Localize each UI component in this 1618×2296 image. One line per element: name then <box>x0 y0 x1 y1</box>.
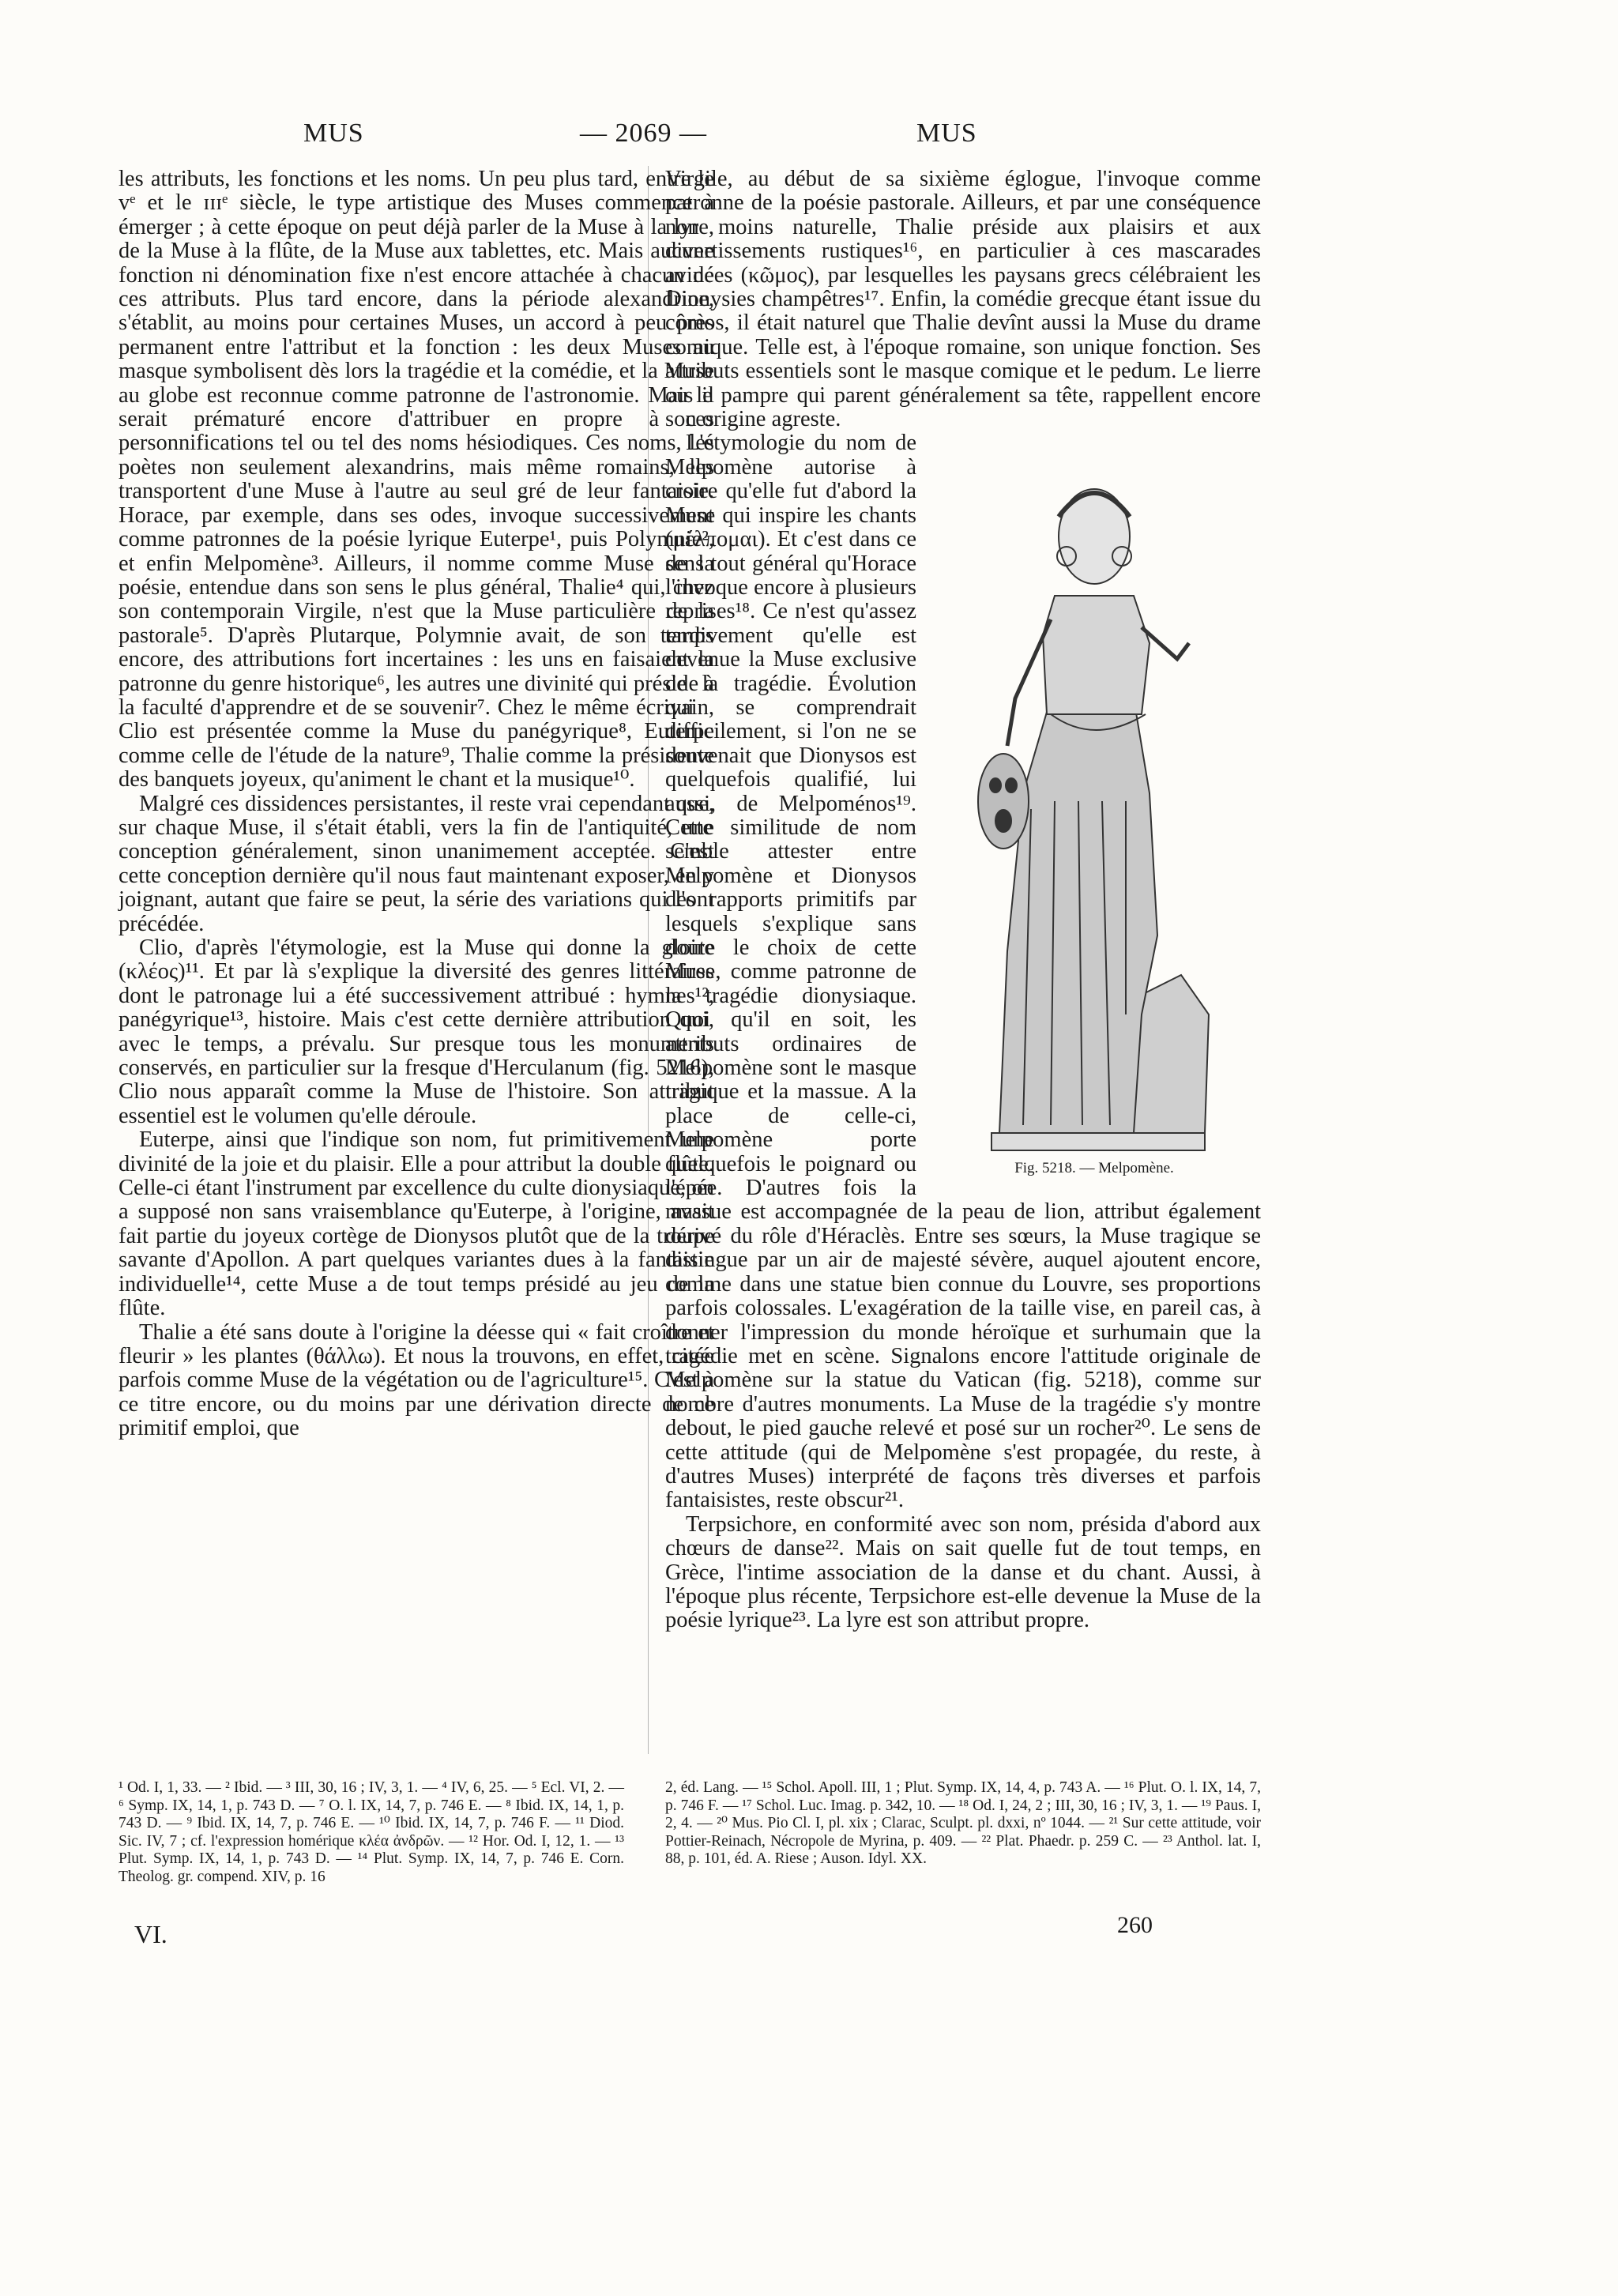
right-column <box>665 167 1261 1633</box>
footnote-text: 2, éd. Lang. — ¹⁵ Schol. Apoll. III, 1 ; Plut. Symp. IX, 14, 4, p. 743 A. — ¹⁶ Plut. O. l. IX, 14, 7, p. 746 F. — ¹⁷ Schol. Luc. Imag. p. 342, 10. — ¹⁸ Od. I, 24, 2 ; III, 30, 16 ; IV, 3, 1. — ¹⁹ Paus. I, 2, 4. — ²⁰ Mus. Pio Cl. I, pl. xix ; Clarac, Sculpt. pl. dxxi, nº 1044. — ²¹ Sur cette attitude, voir Pottier-Reinach, Nécropole de Myrina, p. 409. — ²² Plat. Phaedr. p. 259 C. — ²³ Anthol. lat. I, 88, p. 101, éd. A. Riese ; Auson. Idyl. XX. <box>665 1779 1261 1867</box>
paragraph: Euterpe, ainsi que l'indique son nom, fut primitivement une divinité de la joie et du plaisir. Elle a pour attribut la double flûte. Celle-ci étant l'instrument par excellence du culte dionysiaque, on a supposé non sans vraisemblance qu'Euterpe, à l'origine, avait fait partie du joyeux cortège de Dionysos plutôt que de la troupe savante d'Apollon. A part quelques variantes dues à la fantaisie individuelle¹⁴, cette Muse a de tout temps présidé au jeu de la flûte. <box>119 1127 714 1321</box>
paragraph: L'étymologie du nom de Melpomène autorise à croire qu'elle fut d'abord la Muse qui inspire les chants (μέλπομαι). Et c'est dans ce sens tout général qu'Horace l'invoque encore à plusieurs reprises¹⁸. Ce n'est qu'assez tardivement qu'elle est devenue la Muse exclusive de la tragédie. Évolution qui se comprendrait difficilement, si l'on ne se souvenait que Dionysos est quelquefois qualifié, lui aussi, de Melpoménos¹⁹. Cette similitude de nom semble attester entre Melpomène et Dionysos des rapports primitifs par lesquels s'explique sans doute le choix de cette Muse, comme patronne de la tragédie dionysiaque. Quoi qu'il en soit, les attributs ordinaires de Melpomène sont le masque tragique et la massue. A la place de celle-ci, Melpomène porte quelquefois le poignard ou l'épée. D'autres fois la massue est accompagnée de la peau de lion, attribut également dérivé du rôle d'Héraclès. Entre ses sœurs, la Muse tragique se distingue par un air de majesté sévère, auquel ajoutent encore, comme dans une statue bien connue du Louvre, ses proportions parfois colossales. L'exagération de la taille vise, en pareil cas, à donner l'impression du monde héroïque et surhumain que la tragédie met en scène. Signalons encore l'attitude originale de Melpomène sur la statue du Vatican (fig. 5218), comme sur nombre d'autres monuments. La Muse de la tragédie s'y montre debout, le pied gauche relevé et posé sur un rocher²⁰. Le sens de cette attitude (qui de Melpomène s'est propagée, du reste, à d'autres Muses) interprété de façons très diverses et parfois fantaisistes, reste obscur²¹. <box>665 431 1261 1513</box>
volume-number: VI. <box>134 1920 167 1948</box>
footnote-text: ¹ Od. I, 1, 33. — ² Ibid. — ³ III, 30, 16 ; IV, 3, 1. — ⁴ IV, 6, 25. — ⁵ Ecl. VI, 2. — ⁶ Symp. IX, 14, 1, p. 743 D. — ⁷ O. l. IX, 14, 7, p. 746 E. — ⁸ Ibid. IX, 14, 1, p. 743 D. — ⁹ Ibid. IX, 14, 7, p. 746 E. — ¹⁰ Ibid. IX, 14, 7, p. 746 F. — ¹¹ Diod. Sic. IV, 7 ; cf. l'expression homérique κλέα ἀνδρῶν. — ¹² Hor. Od. I, 12, 1. — ¹³ Plut. Symp. IX, 14, 1, p. 743 D. — ¹⁴ Plut. Symp. IX, 14, 7, p. 746 E. Corn. Theolog. gr. compend. XIV, p. 16 <box>119 1779 624 1885</box>
paragraph: Clio, d'après l'étymologie, est la Muse qui donne la gloire (κλέος)¹¹. Et par là s'explique la diversité des genres littéraires dont le patronage lui a été successivement attribué : hymnes¹², panégyrique¹³, histoire. Mais c'est cette dernière attribution qui, avec le temps, a prévalu. Sur presque tous les monuments conservés, en particulier sur la fresque d'Herculanum (fig. 5216), Clio nous apparaît comme la Muse de l'histoire. Son attribut essentiel est le volumen qu'elle déroule. <box>119 935 714 1128</box>
melpomene-statue-illustration <box>976 461 1213 1157</box>
footnotes-right <box>665 1779 1261 1869</box>
figure-melpomene <box>928 438 1261 1180</box>
paragraph: les attributs, les fonctions et les noms. Un peu plus tard, entre le vᵉ et le ɪɪɪᵉ siècle, le type artistique des Muses commence à émerger ; à cette époque on peut déjà parler de la Muse à la lyre, de la Muse à la flûte, de la Muse aux tablettes, etc. Mais aucune fonction ni dénomination fixe n'est encore attachée à chacun de ces attributs. Plus tard encore, dans la période alexandrine, s'établit, au moins pour certaines Muses, un accord à peu près permanent entre l'attribut et la fonction : les deux Muses au masque symbolisent dès lors la tragédie et la comédie, et la Muse au globe est reconnue comme patronne de l'astronomie. Mais il serait prématuré encore d'attribuer en propre à ces personnifications tel ou tel des noms hésiodiques. Ces noms, les poètes non seulement alexandrins, mais même romains, les transportent d'une Muse à l'autre au seul gré de leur fantaisie. Horace, par exemple, dans ses odes, invoque successivement comme patronnes de la poésie lyrique Euterpe¹, puis Polymnie², et enfin Melpomène³. Ailleurs, il nomme comme Muse de la poésie, entendue dans son sens le plus général, Thalie⁴ qui, chez son contemporain Virgile, n'est que la Muse particulière de la pastorale⁵. D'après Plutarque, Polymnie avait, de son temps encore, des attributions fort incertaines : les uns en faisaient la patronne du genre historique⁶, les autres une divinité qui préside à la faculté d'apprendre et de se souvenir⁷. Chez le même écrivain, Clio est présentée comme la Muse du panégyrique⁸, Euterpe comme celle de l'étude de la nature⁹, Thalie comme la présidente des banquets joyeux, qu'animent le chant et la musique¹⁰. <box>119 167 714 792</box>
page-folio: — 2069 — <box>580 119 707 148</box>
figure-caption: Fig. 5218. — Melpomène. <box>1014 1160 1174 1177</box>
footnotes-left <box>119 1779 624 1886</box>
running-header-left: MUS <box>303 119 364 148</box>
paragraph: Virgile, au début de sa sixième églogue, l'invoque comme patronne de la poésie pastorale. Ailleurs, et par une conséquence non moins naturelle, Thalie préside aux plaisirs et aux divertissements rustiques¹⁶, en particulier à ces mascarades avinées (κῶμος), par lesquelles les paysans grecs célébraient les Dionysies champêtres¹⁷. Enfin, la comédie grecque étant issue du cômos, il était naturel que Thalie devînt aussi la Muse du drame comique. Telle est, à l'époque romaine, son unique fonction. Ses attributs essentiels sont le masque comique et le pedum. Le lierre ou le pampre qui parent généralement sa tête, rappellent encore son origine agreste. <box>665 167 1261 432</box>
page-number: 260 <box>1117 1912 1153 1938</box>
paragraph: Malgré ces dissidences persistantes, il reste vrai cependant que, sur chaque Muse, il s'était établi, vers la fin de l'antiquité, une conception généralement, sinon unanimement acceptée. C'est cette conception dernière qu'il nous faut maintenant exposer, en y joignant, autant que faire se peut, la série des variations qui l'ont précédée. <box>119 791 714 936</box>
paragraph: Thalie a été sans doute à l'origine la déesse qui « fait croître et fleurir » les plantes (θάλλω). Et nous la trouvons, en effet, citée parfois comme Muse de la végétation ou de l'agriculture¹⁵. C'est à ce titre encore, ou du moins par une dérivation directe de ce primitif emploi, que <box>119 1319 714 1441</box>
paragraph: Terpsichore, en conformité avec son nom, présida d'abord aux chœurs de danse²². Mais on sait quelle fut de tout temps, en Grèce, l'intime association de la danse et du chant. Aussi, à l'époque plus récente, Terpsichore est-elle devenue la Muse de la poésie lyrique²³. La lyre est son attribut propre. <box>665 1511 1261 1633</box>
running-header-right: MUS <box>916 119 977 148</box>
left-column <box>119 167 714 1441</box>
